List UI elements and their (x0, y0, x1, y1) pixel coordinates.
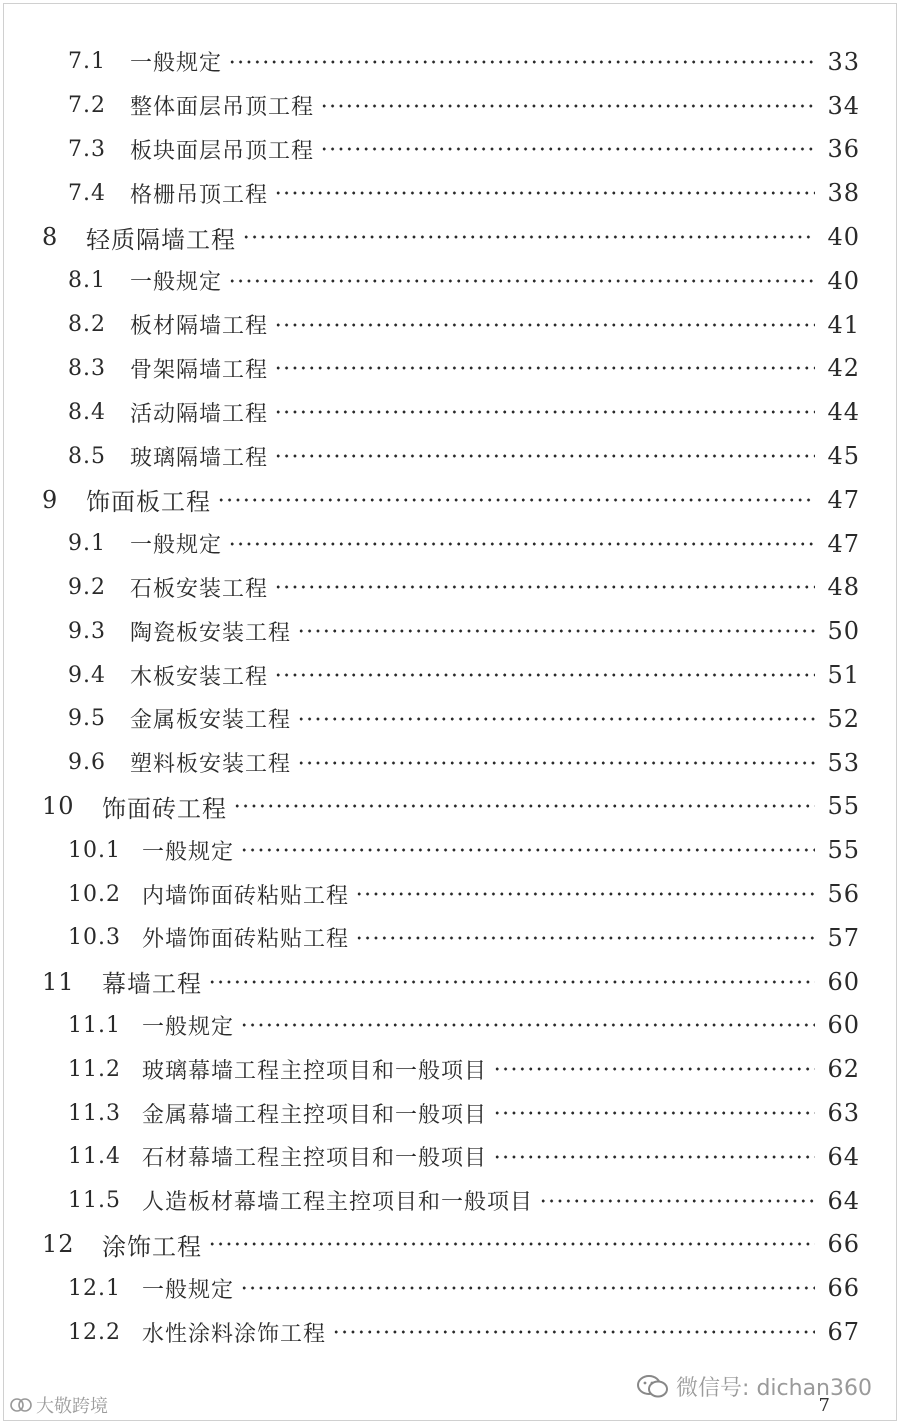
toc-number: 11 (42, 967, 75, 996)
toc-page-number: 47 (827, 529, 860, 558)
toc-number: 7.2 (68, 93, 106, 119)
toc-title: 饰面砖工程 (102, 794, 227, 823)
toc-leader-dots (240, 1286, 815, 1290)
toc-number: 11.4 (68, 1144, 121, 1170)
toc-title: 金属板安装工程 (130, 708, 292, 734)
toc-leader-dots (228, 279, 815, 283)
toc-title: 整体面层吊顶工程 (130, 95, 315, 121)
toc-leader-dots (274, 410, 815, 414)
toc-leader-dots (240, 1023, 815, 1027)
toc-title: 玻璃隔墙工程 (130, 445, 269, 471)
toc-title: 骨架隔墙工程 (130, 357, 269, 383)
toc-page-number: 38 (827, 179, 860, 208)
wechat-watermark (636, 1371, 872, 1402)
toc-title: 一般规定 (130, 270, 223, 296)
toc-title: 石板安装工程 (130, 576, 269, 602)
toc-title: 格栅吊顶工程 (130, 182, 269, 208)
toc-subsection-row (0, 697, 900, 741)
toc-page-number: 40 (827, 266, 860, 295)
toc-leader-dots (274, 673, 815, 677)
toc-section-row (0, 478, 900, 522)
toc-leader-dots (274, 366, 815, 370)
toc-number: 10 (42, 792, 75, 821)
toc-page-number: 60 (827, 967, 860, 996)
toc-leader-dots (493, 1067, 815, 1071)
toc-page-number: 62 (827, 1055, 860, 1084)
toc-title: 人造板材幕墙工程主控项目和一般项目 (142, 1190, 534, 1216)
toc-page-number: 41 (827, 310, 860, 339)
wechat-id-text: 微信号: dichan360 (676, 1376, 872, 1401)
toc-leader-dots (228, 60, 815, 64)
toc-title: 外墙饰面砖粘贴工程 (142, 927, 350, 953)
toc-leader-dots (240, 848, 815, 852)
toc-subsection-row (0, 347, 900, 391)
toc-leader-dots (274, 191, 815, 195)
toc-title: 一般规定 (142, 1014, 235, 1040)
toc-page-number: 42 (827, 354, 860, 383)
toc-subsection-row (0, 872, 900, 916)
table-of-contents (0, 40, 900, 1354)
toc-leader-dots (233, 804, 815, 808)
toc-subsection-row (0, 259, 900, 303)
toc-subsection-row (0, 828, 900, 872)
toc-title: 轻质隔墙工程 (86, 225, 236, 254)
toc-page-number: 64 (827, 1142, 860, 1171)
toc-page-number: 44 (827, 398, 860, 427)
toc-leader-dots (332, 1330, 815, 1334)
toc-title: 活动隔墙工程 (130, 401, 269, 427)
toc-subsection-row (0, 741, 900, 785)
toc-number: 8.4 (68, 399, 106, 425)
toc-leader-dots (242, 235, 815, 239)
toc-number: 9 (42, 485, 59, 514)
toc-page-number: 40 (827, 223, 860, 252)
toc-number: 7.1 (68, 49, 106, 75)
toc-number: 8.3 (68, 355, 106, 381)
toc-page-number: 45 (827, 442, 860, 471)
toc-section-row (0, 960, 900, 1004)
toc-page-number: 55 (827, 792, 860, 821)
toc-leader-dots (539, 1199, 815, 1203)
toc-number: 9.1 (68, 531, 106, 557)
toc-title: 金属幕墙工程主控项目和一般项目 (142, 1102, 488, 1128)
toc-number: 11.2 (68, 1056, 121, 1082)
toc-page-number: 48 (827, 573, 860, 602)
toc-title: 一般规定 (142, 839, 235, 865)
toc-number: 8.5 (68, 443, 106, 469)
toc-title: 板块面层吊顶工程 (130, 138, 315, 164)
toc-number: 9.6 (68, 750, 106, 776)
toc-leader-dots (274, 323, 815, 327)
toc-subsection-row (0, 653, 900, 697)
toc-title: 涂饰工程 (102, 1232, 202, 1261)
toc-title: 塑料板安装工程 (130, 752, 292, 778)
toc-page-number: 53 (827, 748, 860, 777)
toc-title: 幕墙工程 (102, 970, 202, 999)
toc-title: 木板安装工程 (130, 664, 269, 690)
logo-icon (10, 1396, 32, 1414)
toc-number: 8 (42, 223, 59, 252)
toc-page-number: 52 (827, 704, 860, 733)
toc-page-number: 36 (827, 135, 860, 164)
toc-number: 7.4 (68, 180, 106, 206)
toc-title: 石材幕墙工程主控项目和一般项目 (142, 1146, 488, 1172)
toc-title: 内墙饰面砖粘贴工程 (142, 883, 350, 909)
toc-leader-dots (208, 1242, 815, 1246)
toc-subsection-row (0, 1091, 900, 1135)
toc-number: 8.1 (68, 268, 106, 294)
toc-page-number: 51 (827, 661, 860, 690)
toc-title: 饰面板工程 (86, 488, 211, 517)
toc-page-number: 57 (827, 923, 860, 952)
toc-subsection-row (0, 1179, 900, 1223)
toc-leader-dots (493, 1155, 815, 1159)
toc-number: 11.5 (68, 1188, 121, 1214)
toc-leader-dots (228, 542, 815, 546)
toc-number: 9.5 (68, 706, 106, 732)
toc-number: 8.2 (68, 312, 106, 338)
toc-subsection-row (0, 303, 900, 347)
toc-title: 水性涂料涂饰工程 (142, 1321, 327, 1347)
toc-page-number: 63 (827, 1099, 860, 1128)
toc-subsection-row (0, 390, 900, 434)
toc-page-number: 66 (827, 1230, 860, 1259)
toc-page-number: 67 (827, 1318, 860, 1346)
toc-number: 12.2 (68, 1319, 121, 1345)
toc-number: 9.3 (68, 618, 106, 644)
toc-subsection-row (0, 434, 900, 478)
toc-page-number: 34 (827, 91, 860, 120)
toc-section-row (0, 785, 900, 829)
toc-page-number: 66 (827, 1274, 860, 1303)
page-number-mark: 7 (818, 1395, 830, 1416)
toc-number: 7.3 (68, 136, 106, 162)
toc-number: 11.3 (68, 1100, 121, 1126)
toc-subsection-row (0, 128, 900, 172)
toc-section-row (0, 215, 900, 259)
toc-title: 一般规定 (142, 1277, 235, 1303)
toc-title: 一般规定 (130, 51, 223, 77)
toc-subsection-row (0, 609, 900, 653)
toc-leader-dots (208, 980, 815, 984)
toc-subsection-row (0, 916, 900, 960)
toc-title: 一般规定 (130, 533, 223, 559)
toc-leader-dots (355, 936, 815, 940)
toc-subsection-row (0, 1266, 900, 1310)
toc-number: 9.4 (68, 662, 106, 688)
toc-leader-dots (320, 104, 815, 108)
toc-page-number: 55 (827, 836, 860, 865)
toc-number: 10.1 (68, 837, 121, 863)
toc-subsection-row (0, 171, 900, 215)
toc-number: 12.1 (68, 1275, 121, 1301)
toc-subsection-row (0, 1135, 900, 1179)
toc-leader-dots (297, 629, 815, 633)
toc-number: 12 (42, 1230, 75, 1259)
toc-subsection-row (0, 522, 900, 566)
toc-subsection-row (0, 1310, 900, 1354)
toc-number: 10.3 (68, 925, 121, 951)
toc-leader-dots (297, 717, 815, 721)
toc-subsection-row (0, 566, 900, 610)
toc-page-number: 56 (827, 880, 860, 909)
toc-number: 10.2 (68, 881, 121, 907)
toc-leader-dots (355, 892, 815, 896)
toc-section-row (0, 1223, 900, 1267)
watermark-left (10, 1392, 108, 1418)
toc-title: 板材隔墙工程 (130, 314, 269, 340)
toc-page-number: 60 (827, 1011, 860, 1040)
toc-page-number: 33 (827, 47, 860, 76)
toc-leader-dots (493, 1111, 815, 1115)
toc-subsection-row (0, 1004, 900, 1048)
toc-leader-dots (274, 454, 815, 458)
toc-page-number: 50 (827, 617, 860, 646)
toc-leader-dots (320, 147, 815, 151)
toc-page-number: 64 (827, 1186, 860, 1215)
toc-leader-dots (217, 498, 815, 502)
wechat-icon (636, 1374, 670, 1400)
toc-subsection-row (0, 1047, 900, 1091)
toc-page-number: 47 (827, 485, 860, 514)
toc-leader-dots (297, 761, 815, 765)
watermark-left-text: 大敬跨境 (36, 1396, 108, 1417)
toc-number: 11.1 (68, 1012, 121, 1038)
toc-title: 玻璃幕墙工程主控项目和一般项目 (142, 1058, 488, 1084)
toc-title: 陶瓷板安装工程 (130, 620, 292, 646)
toc-number: 9.2 (68, 574, 106, 600)
toc-subsection-row (0, 40, 900, 84)
toc-leader-dots (274, 585, 815, 589)
toc-subsection-row (0, 84, 900, 128)
